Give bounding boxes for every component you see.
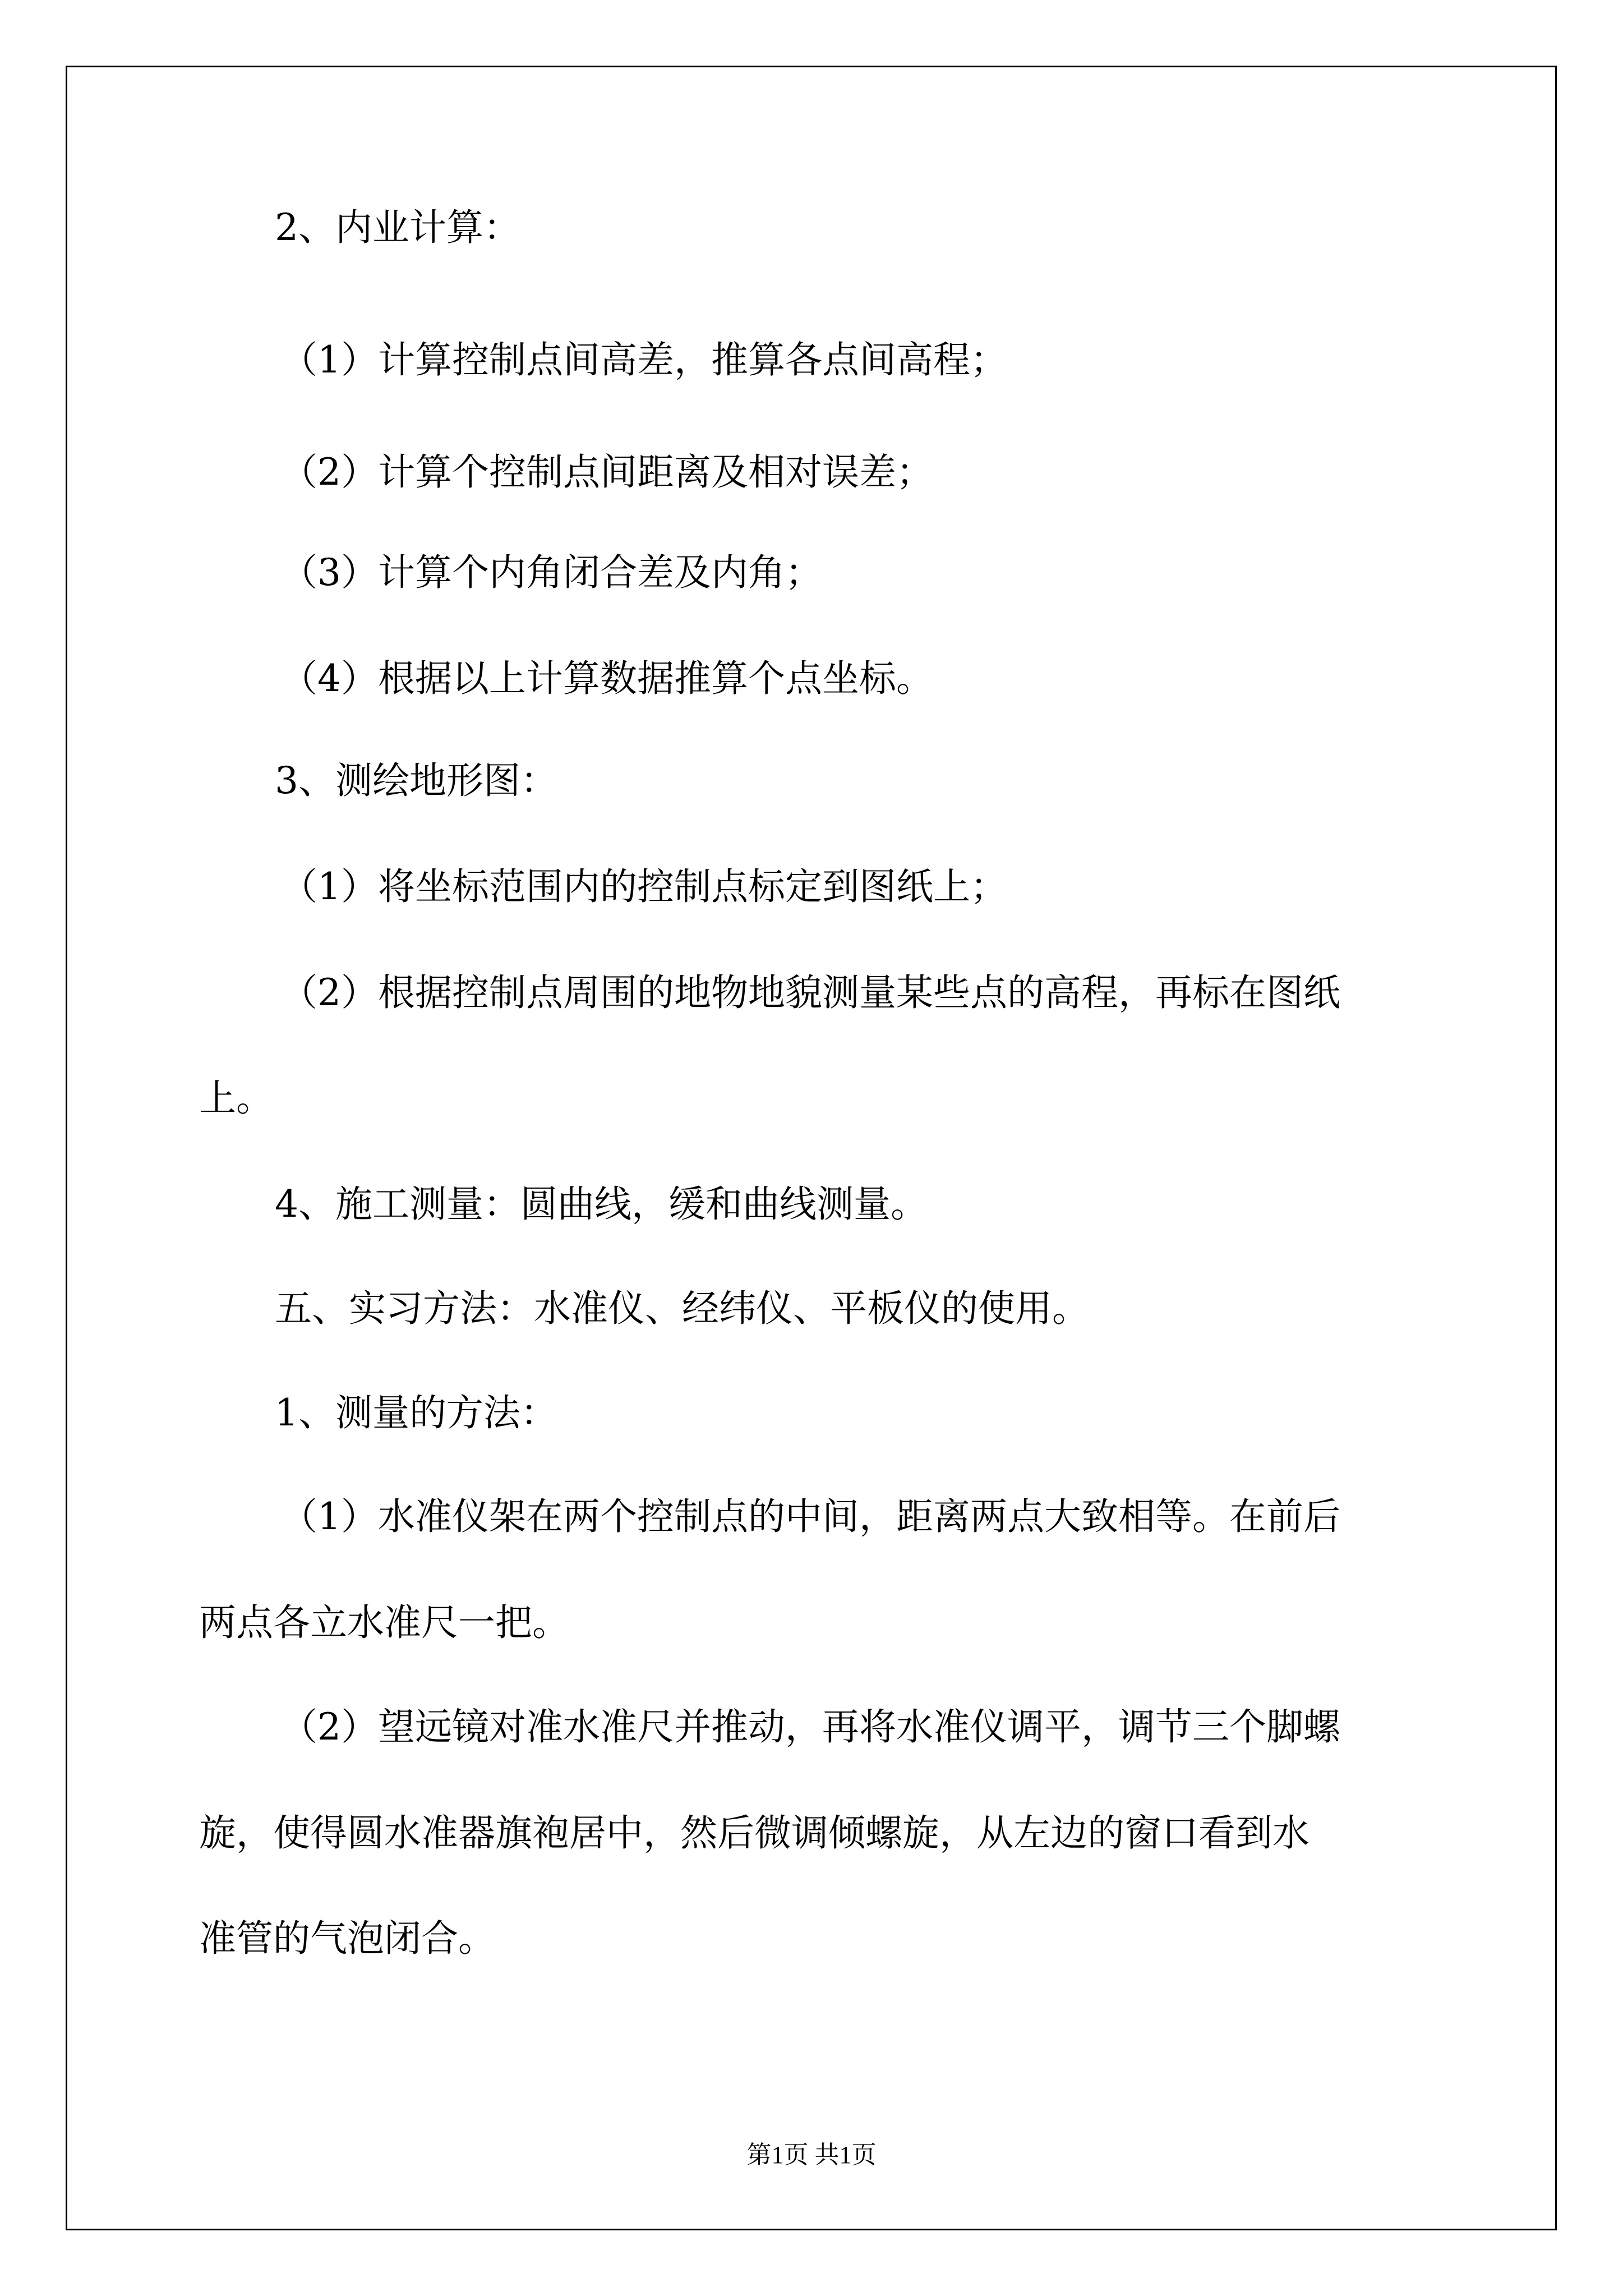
text-line: （3）计算个内角闭合差及内角；: [280, 551, 822, 594]
text-line: 2、内业计算：: [275, 206, 520, 249]
text-line: 五、实习方法：水准仪、经纬仪、平板仪的使用。: [275, 1287, 1089, 1330]
text-line: （1）计算控制点间高差，推算各点间高程；: [280, 338, 1007, 381]
text-line: 两点各立水准尺一把。: [199, 1601, 569, 1644]
text-line: 4、施工测量：圆曲线，缓和曲线测量。: [275, 1182, 928, 1226]
text-line: （2）计算个控制点间距离及相对误差；: [280, 450, 933, 494]
page-footer: 第1页 共1页: [746, 2141, 877, 2169]
text-line: 上。: [199, 1076, 273, 1120]
page-border: [66, 66, 1557, 2230]
text-line: （4）根据以上计算数据推算个点坐标。: [280, 657, 933, 700]
text-line: （2）望远镜对准水准尺并推动，再将水准仪调平，调节三个脚螺: [280, 1705, 1340, 1749]
text-line: 旋，使得圆水准器旗袍居中，然后微调倾螺旋，从左边的窗口看到水: [199, 1811, 1310, 1855]
text-line: 1、测量的方法：: [275, 1391, 557, 1434]
text-line: （1）水准仪架在两个控制点的中间，距离两点大致相等。在前后: [280, 1495, 1340, 1538]
text-line: 准管的气泡闭合。: [199, 1917, 495, 1960]
text-line: （2）根据控制点周围的地物地貌测量某些点的高程，再标在图纸: [280, 971, 1340, 1014]
text-line: 3、测绘地形图：: [275, 759, 557, 802]
text-line: （1）将坐标范围内的控制点标定到图纸上；: [280, 865, 1007, 908]
